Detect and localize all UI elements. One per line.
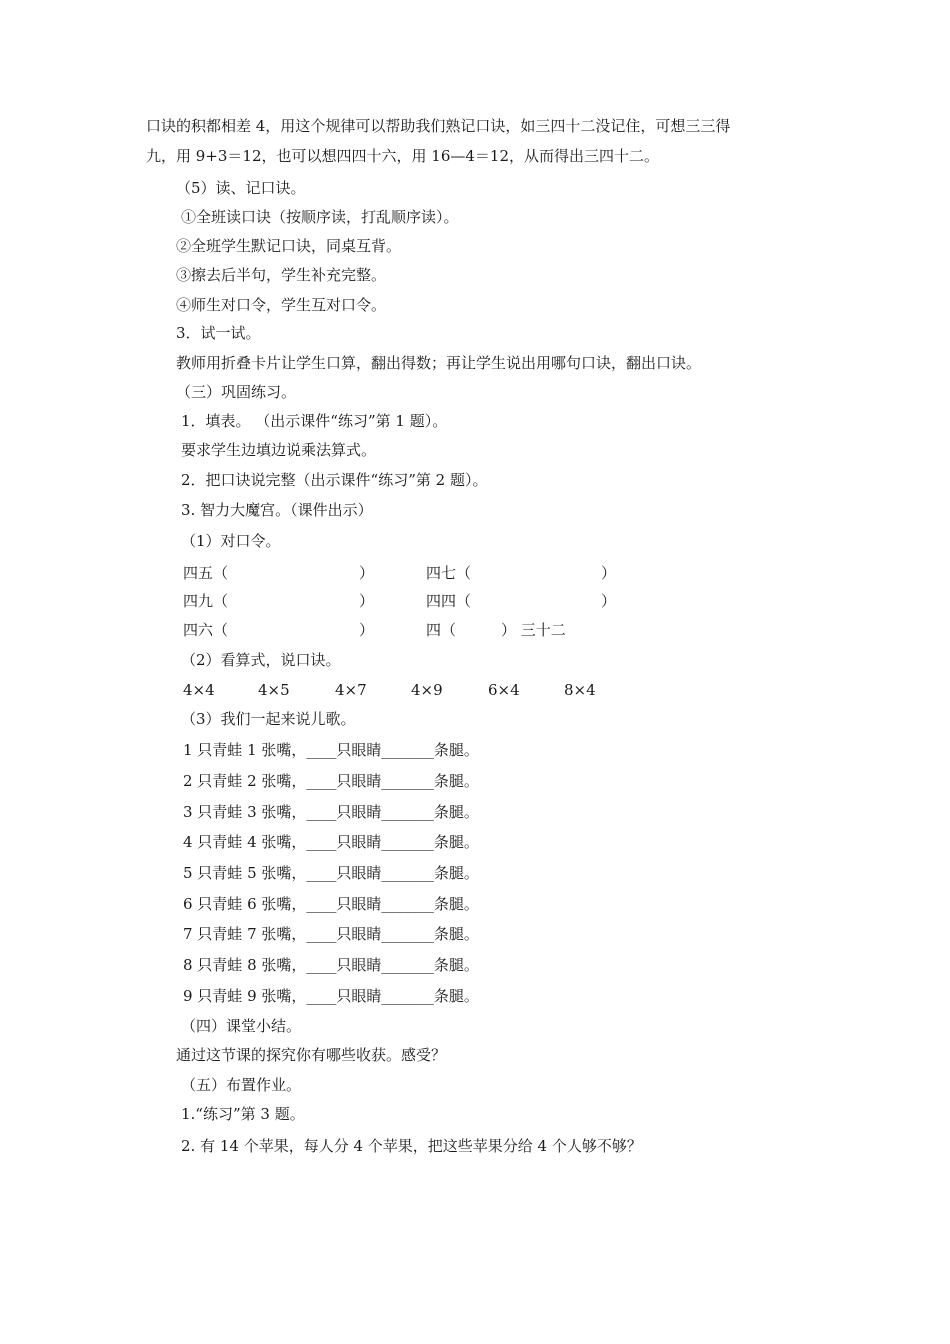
expression: 6×4 (488, 681, 520, 699)
try-it-heading: 3．试一试。 (176, 324, 261, 342)
homework-heading: （五）布置作业。 (181, 1076, 302, 1094)
sub-heading-2: （2）看算式，说口诀。 (181, 651, 341, 669)
frog-rhyme-line: 5 只青蛙 5 张嘴，____只眼睛_______条腿。 (183, 864, 479, 882)
homework-item-1: 1.“练习”第 3 题。 (181, 1105, 305, 1123)
practice-item-1: 1．填表。 （出示课件“练习”第 1 题）。 (181, 412, 448, 430)
read-recite-item: ②全班学生默记口诀，同桌互背。 (176, 237, 402, 255)
pair-left-close: ） (359, 621, 375, 639)
sub-heading-1: （1）对口令。 (181, 532, 281, 550)
frog-rhyme-line: 9 只青蛙 9 张嘴，____只眼睛_______条腿。 (183, 987, 479, 1005)
try-it-text: 教师用折叠卡片让学生口算，翻出得数；再让学生说出用哪句口诀，翻出口诀。 (176, 354, 702, 372)
pair-right-label: 四（ (426, 621, 457, 639)
summary-heading: （四）课堂小结。 (181, 1017, 302, 1035)
frog-rhyme-line: 3 只青蛙 3 张嘴，____只眼睛_______条腿。 (183, 803, 479, 821)
pair-right-close: ） 三十二 (501, 621, 566, 639)
frog-rhyme-line: 2 只青蛙 2 张嘴，____只眼睛_______条腿。 (183, 772, 479, 790)
pair-right-label: 四七（ (426, 564, 472, 582)
practice-item-2: 2．把口诀说完整（出示课件“练习”第 2 题）。 (181, 471, 488, 489)
read-recite-item: ④师生对口令，学生互对口令。 (176, 296, 387, 314)
expression: 4×4 (183, 681, 215, 699)
intro-line-1: 口诀的积都相差 4，用这个规律可以帮助我们熟记口诀，如三四十二没记住，可想三三得 (146, 117, 731, 135)
practice-item-1-note: 要求学生边填边说乘法算式。 (181, 441, 377, 459)
frog-rhyme-line: 7 只青蛙 7 张嘴，____只眼睛_______条腿。 (183, 925, 479, 943)
pair-left-label: 四六（ (183, 621, 229, 639)
pair-left-label: 四九（ (183, 592, 229, 610)
frog-rhyme-line: 1 只青蛙 1 张嘴，____只眼睛_______条腿。 (183, 741, 479, 759)
frog-rhyme-line: 8 只青蛙 8 张嘴，____只眼睛_______条腿。 (183, 956, 479, 974)
intro-line-2: 九，用 9+3＝12，也可以想四四十六，用 16—4＝12，从而得出三四十二。 (146, 147, 659, 165)
pair-left-label: 四五（ (183, 564, 229, 582)
pair-right-close: ） (601, 564, 617, 582)
frog-rhyme-line: 6 只青蛙 6 张嘴，____只眼睛_______条腿。 (183, 895, 479, 913)
read-recite-heading: （5）读、记口诀。 (176, 179, 306, 197)
pair-left-close: ） (359, 564, 375, 582)
practice-item-3: 3. 智力大魔宫。（课件出示） (181, 501, 373, 519)
read-recite-item: ③擦去后半句，学生补充完整。 (176, 266, 387, 284)
expression: 4×5 (258, 681, 290, 699)
read-recite-item: ①全班读口诀（按顺序读，打乱顺序读）。 (181, 208, 459, 226)
pair-right-close: ） (601, 592, 617, 610)
practice-heading: （三）巩固练习。 (176, 383, 297, 401)
expression: 8×4 (564, 681, 596, 699)
frog-rhyme-line: 4 只青蛙 4 张嘴，____只眼睛_______条腿。 (183, 833, 479, 851)
summary-text: 通过这节课的探究你有哪些收获。感受？ (176, 1046, 447, 1064)
sub-heading-3: （3）我们一起来说儿歌。 (181, 710, 356, 728)
pair-left-close: ） (359, 592, 375, 610)
expression: 4×9 (411, 681, 443, 699)
homework-item-2: 2. 有 14 个苹果，每人分 4 个苹果，把这些苹果分给 4 个人够不够？ (181, 1137, 642, 1155)
expression: 4×7 (335, 681, 367, 699)
pair-right-label: 四四（ (426, 592, 472, 610)
